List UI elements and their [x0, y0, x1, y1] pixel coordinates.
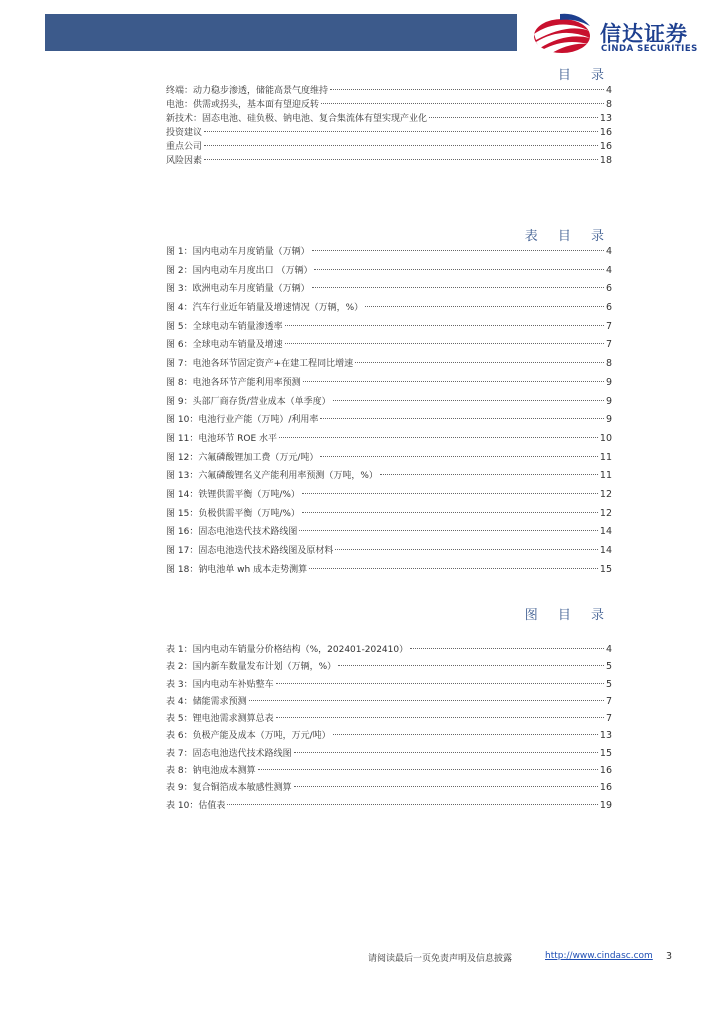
figure-entry-page-number: 9	[605, 376, 612, 388]
toc-entry-title[interactable]: 新技术：固态电池、硅负极、钠电池、复合集流体有望实现产业化	[166, 114, 428, 124]
table-entry[interactable]	[166, 676, 612, 693]
toc-entry-page-number: 16	[599, 127, 612, 138]
footer-disclaimer: 请阅读最后一页免责声明及信息披露	[368, 954, 513, 964]
figure-entry[interactable]	[166, 262, 612, 281]
table-entry-page-number: 15	[599, 747, 612, 759]
dot-leader	[276, 717, 604, 718]
figure-entry-page-number: 11	[599, 470, 612, 482]
table-entry[interactable]	[166, 797, 612, 814]
table-entry[interactable]	[166, 779, 612, 796]
dot-leader	[302, 512, 598, 513]
dot-leader	[204, 145, 598, 146]
dot-leader	[320, 418, 604, 419]
dot-leader	[429, 117, 598, 118]
dot-leader	[258, 769, 598, 770]
table-entry-page-number: 16	[599, 765, 612, 777]
table-entry[interactable]	[166, 641, 612, 658]
table-entry-page-number: 5	[605, 678, 612, 690]
figure-entry-title[interactable]: 图 9：头部厂商存货/营业成本（单季度）	[166, 396, 331, 407]
table-entry[interactable]	[166, 693, 612, 710]
figure-entry-page-number: 6	[605, 302, 612, 314]
toc-title: 目 录	[557, 68, 612, 83]
dot-leader	[355, 362, 604, 363]
figure-entry-title[interactable]: 图 14：铁锂供需平衡（万吨/%）	[166, 489, 300, 500]
figure-entry-title[interactable]: 图 17：固态电池迭代技术路线图及原材料	[166, 546, 334, 556]
figure-entry-page-number: 12	[599, 507, 612, 519]
dot-leader	[330, 89, 604, 90]
table-entry[interactable]	[166, 727, 612, 744]
table-entry-title[interactable]: 表 6：负极产能及成本（万吨，万元/吨）	[166, 731, 331, 742]
figure-entry[interactable]	[166, 561, 612, 580]
figure-entry-title[interactable]: 图 3：欧洲电动车月度销量（万辆）	[166, 284, 310, 295]
figure-entry-title[interactable]: 图 16：固态电池迭代技术路线图	[166, 527, 298, 538]
figure-entry-page-number: 12	[599, 488, 612, 500]
figure-entry-page-number: 15	[599, 563, 612, 575]
figure-entry-title[interactable]: 图 13：六氟磷酸锂名义产能利用率预测（万吨，%）	[166, 471, 378, 482]
figure-entry-title[interactable]: 图 5：全球电动车销量渗透率	[166, 321, 283, 332]
figure-entry-page-number: 11	[599, 451, 612, 463]
toc-entry-title[interactable]: 投资建议	[166, 128, 203, 138]
table-list-title: 图 目 录	[524, 608, 612, 623]
table-entry-title[interactable]: 表 7：固态电池迭代技术路线图	[166, 748, 292, 759]
table-entry-title[interactable]: 表 2：国内新车数量发布计划（万辆，%）	[166, 662, 337, 673]
toc-entry[interactable]	[166, 84, 612, 98]
dot-leader	[314, 269, 604, 270]
figure-entry[interactable]	[166, 318, 612, 337]
table-entry-title[interactable]: 表 5：锂电池需求测算总表	[166, 714, 274, 725]
table-entry-title[interactable]: 表 3：国内电动车补贴整车	[166, 679, 274, 690]
company-logo	[530, 12, 710, 56]
figure-entry[interactable]	[166, 243, 612, 262]
cinda-logo-icon	[530, 12, 594, 56]
dot-leader	[321, 103, 604, 104]
figure-entry-page-number: 7	[605, 339, 612, 351]
toc-entry-page-number: 13	[599, 113, 612, 124]
dot-leader	[302, 493, 598, 494]
page-number: 3	[666, 951, 673, 962]
toc-entry-page-number: 8	[605, 99, 612, 110]
figure-entry-title[interactable]: 图 8：电池各环节产能利用率预测	[166, 377, 301, 388]
figure-entry[interactable]	[166, 542, 612, 561]
figure-entry[interactable]	[166, 280, 612, 299]
figure-entry-title[interactable]: 图 11：电池环节 ROE 水平	[166, 433, 278, 444]
logo-english-name: CINDA SECURITIES	[601, 44, 698, 54]
dot-leader	[204, 131, 598, 132]
table-entry-page-number: 7	[605, 695, 612, 707]
figure-entry[interactable]	[166, 374, 612, 393]
figure-entry-page-number: 9	[605, 395, 612, 407]
figure-entry-title[interactable]: 图 6：全球电动车销量及增速	[166, 340, 283, 351]
table-entry[interactable]	[166, 658, 612, 675]
figure-entry-title[interactable]: 图 15：负极供需平衡（万吨/%）	[166, 508, 300, 519]
figure-entry[interactable]	[166, 430, 612, 449]
dot-leader	[410, 648, 604, 649]
header-bar	[45, 14, 517, 51]
logo-chinese-name: 信达证券	[600, 22, 688, 46]
figure-entry-page-number: 4	[605, 264, 612, 276]
figure-entry[interactable]	[166, 393, 612, 412]
toc-entry[interactable]	[166, 98, 612, 112]
table-entry-page-number: 16	[599, 782, 612, 794]
toc-entry[interactable]	[166, 112, 612, 126]
dot-leader	[320, 456, 598, 457]
toc-entry-page-number: 4	[605, 85, 612, 96]
figure-entry-title[interactable]: 图 1：国内电动车月度销量（万辆）	[166, 247, 310, 257]
dot-leader	[204, 159, 598, 160]
table-entry-title[interactable]: 表 10：估值表	[166, 800, 226, 811]
toc-entry-page-number: 18	[599, 155, 612, 166]
toc-list	[166, 84, 612, 168]
dot-leader	[309, 568, 598, 569]
figure-entry-page-number: 10	[599, 432, 612, 444]
dot-leader	[338, 665, 604, 666]
figure-entry-title[interactable]: 图 18：钠电池单 wh 成本走势测算	[166, 564, 308, 575]
dot-leader	[294, 752, 598, 753]
table-entry-page-number: 5	[605, 661, 612, 673]
dot-leader	[227, 804, 598, 805]
figure-entry-page-number: 4	[605, 246, 612, 257]
table-entry-title[interactable]: 表 8：钠电池成本测算	[166, 766, 256, 777]
toc-entry-title[interactable]: 重点公司	[166, 142, 203, 152]
figure-entry-page-number: 14	[599, 526, 612, 538]
figure-entry-page-number: 7	[605, 320, 612, 332]
toc-entry[interactable]	[166, 154, 612, 168]
toc-entry-title[interactable]: 风险因素	[166, 156, 203, 166]
figure-entry-page-number: 14	[599, 545, 612, 556]
dot-leader	[335, 549, 598, 550]
figure-entry[interactable]	[166, 449, 612, 468]
figure-list	[166, 243, 612, 579]
figure-entry-title[interactable]: 图 12：六氟磷酸锂加工费（万元/吨）	[166, 452, 319, 463]
dot-leader	[279, 437, 598, 438]
dot-leader	[312, 250, 604, 251]
figure-entry-page-number: 9	[605, 414, 612, 426]
table-entry[interactable]	[166, 745, 612, 762]
dot-leader	[333, 400, 604, 401]
table-entry[interactable]	[166, 710, 612, 727]
figure-entry[interactable]	[166, 486, 612, 505]
dot-leader	[249, 700, 604, 701]
footer-website-link[interactable]: http://www.cindasc.com	[545, 951, 653, 961]
figure-entry-title[interactable]: 图 10：电池行业产能（万吨）/利用率	[166, 415, 319, 426]
toc-entry-title[interactable]: 电池：供需或拐头，基本面有望迎反转	[166, 100, 320, 110]
figure-entry[interactable]	[166, 299, 612, 318]
figure-entry-title[interactable]: 图 4：汽车行业近年销量及增速情况（万辆，%）	[166, 303, 364, 314]
dot-leader	[285, 325, 604, 326]
table-entry-page-number: 13	[599, 730, 612, 742]
dot-leader	[285, 343, 604, 344]
table-entry-title[interactable]: 表 4：储能需求预测	[166, 696, 247, 707]
figure-entry[interactable]	[166, 467, 612, 486]
dot-leader	[333, 734, 598, 735]
toc-entry-title[interactable]: 终端：动力稳步渗透，储能高景气度维持	[166, 86, 329, 96]
dot-leader	[299, 530, 598, 531]
figure-entry[interactable]	[166, 523, 612, 542]
table-entry[interactable]	[166, 762, 612, 779]
toc-entry[interactable]	[166, 126, 612, 140]
toc-entry[interactable]	[166, 140, 612, 154]
dot-leader	[276, 683, 604, 684]
figure-entry[interactable]	[166, 355, 612, 374]
table-entry-title[interactable]: 表 9：复合铜箔成本敏感性测算	[166, 783, 292, 794]
figure-list-title: 表 目 录	[524, 229, 612, 244]
dot-leader	[294, 786, 598, 787]
table-list	[166, 641, 612, 814]
table-entry-page-number: 7	[605, 713, 612, 725]
figure-entry-page-number: 8	[605, 358, 612, 370]
figure-entry-page-number: 6	[605, 283, 612, 295]
figure-entry-title[interactable]: 图 2：国内电动车月度出口 （万辆）	[166, 265, 313, 276]
dot-leader	[312, 287, 604, 288]
dot-leader	[303, 381, 604, 382]
figure-entry[interactable]	[166, 411, 612, 430]
toc-entry-page-number: 16	[599, 141, 612, 152]
dot-leader	[365, 306, 604, 307]
figure-entry-title[interactable]: 图 7：电池各环节固定资产+在建工程同比增速	[166, 359, 354, 370]
figure-entry[interactable]	[166, 336, 612, 355]
table-entry-title[interactable]: 表 1：国内电动车销量分价格结构（%，202401-202410）	[166, 645, 409, 655]
table-entry-page-number: 19	[599, 799, 612, 811]
dot-leader	[380, 474, 598, 475]
table-entry-page-number: 4	[605, 644, 612, 655]
figure-entry[interactable]	[166, 505, 612, 524]
